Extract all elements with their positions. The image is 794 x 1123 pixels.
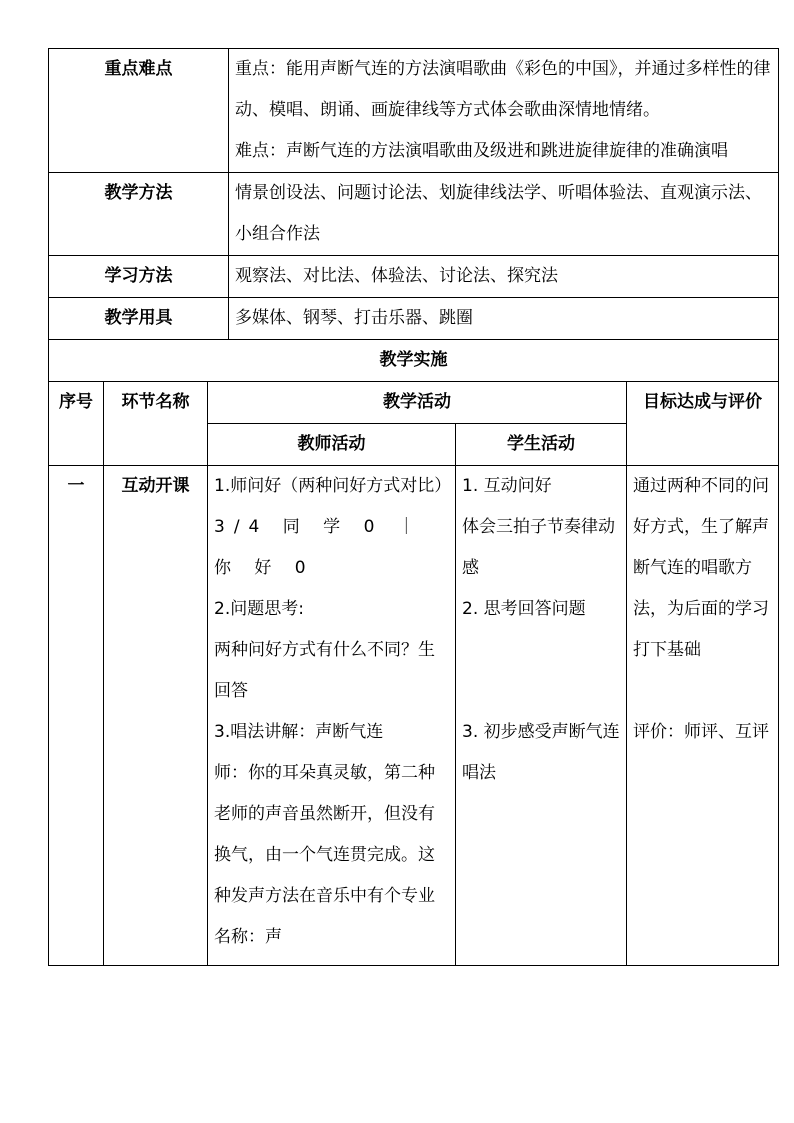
teaching-tools-label: 教学用具: [49, 298, 229, 340]
difficulty-text: 难点：声断气连的方法演唱歌曲及级进和跳进旋律旋律的准确演唱: [235, 141, 728, 161]
student-item-greeting: 1. 互动问好: [462, 476, 552, 496]
header-row: [49, 382, 779, 424]
teacher-line-rhythm: 3/4 同 学 0 ｜ 你 好 0: [214, 517, 424, 578]
key-points-content: [229, 49, 779, 173]
evaluation-text: 通过两种不同的问好方式，生了解声断气连的唱歌方法，为后面的学习打下基础: [633, 476, 769, 660]
activities-header: 教学活动: [208, 382, 627, 424]
seq-header: 序号: [49, 382, 104, 466]
stage-name: 互动开课: [104, 466, 208, 966]
teacher-line-explanation: 师：你的耳朵真灵敏，第二种老师的声音虽然断开，但没有换气，由一个气连贯完成。这种发声方法在音乐中有个专业名称：声: [214, 763, 435, 947]
learning-methods-value: 观察法、对比法、体验法、讨论法、探究法: [229, 256, 779, 298]
learning-methods-label: 学习方法: [49, 256, 229, 298]
teaching-tools-value: 多媒体、钢琴、打击乐器、跳圈: [229, 298, 779, 340]
student-item-think: 2. 思考回答问题: [462, 599, 586, 619]
stage-header: 环节名称: [104, 382, 208, 466]
key-points-label: 重点难点: [49, 49, 229, 173]
implementation-title: 教学实施: [49, 340, 779, 382]
teacher-line-greeting: 1.师问好（两种问好方式对比）: [214, 476, 452, 496]
student-item-experience: 3. 初步感受声断气连唱法: [462, 722, 620, 783]
teacher-activity-header: 教师活动: [208, 424, 456, 466]
teaching-tools-row: [49, 298, 779, 340]
teaching-methods-row: [49, 173, 779, 256]
teaching-methods-value: 情景创设法、问题讨论法、划旋律线法学、听唱体验法、直观演示法、小组合作法: [229, 173, 779, 256]
focus-text: 重点：能用声断气连的方法演唱歌曲《彩色的中国》，并通过多样性的律动、模唱、朗诵、画旋律线等方式体会歌曲深情地情绪。: [235, 59, 771, 120]
stage-seq: 一: [49, 466, 104, 966]
student-activity-cell: [456, 466, 627, 966]
teacher-activity-cell: [208, 466, 456, 966]
student-activity-header: 学生活动: [456, 424, 627, 466]
teacher-line-method: 3.唱法讲解：声断气连: [214, 722, 384, 742]
implementation-title-row: [49, 340, 779, 382]
evaluation-review: 评价：师评、互评: [633, 722, 769, 742]
evaluation-cell: [627, 466, 779, 966]
stage-row: [49, 466, 779, 966]
teaching-methods-label: 教学方法: [49, 173, 229, 256]
teacher-line-question-detail: 两种问好方式有什么不同？生回答: [214, 640, 435, 701]
lesson-plan-table: [48, 48, 779, 966]
teacher-line-question: 2.问题思考:: [214, 599, 304, 619]
evaluation-header: 目标达成与评价: [627, 382, 779, 466]
student-item-greeting-desc: 体会三拍子节奏律动感: [462, 517, 615, 578]
learning-methods-row: [49, 256, 779, 298]
key-points-row: [49, 49, 779, 173]
